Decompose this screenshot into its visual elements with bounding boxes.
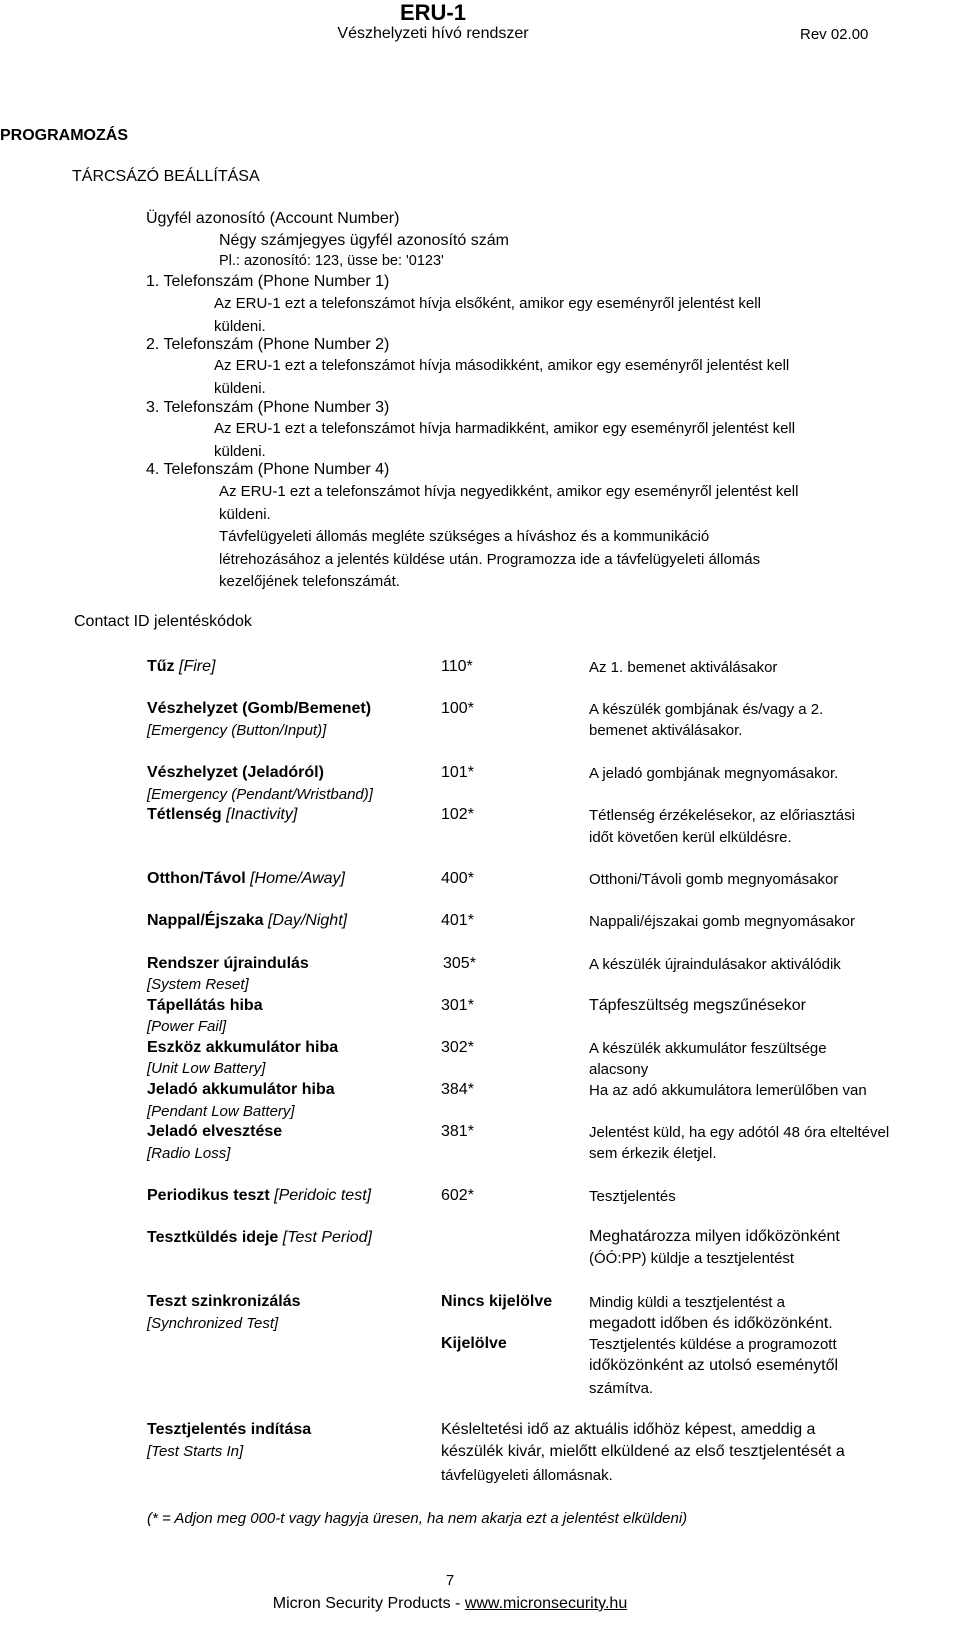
monitoring-desc-line3: kezelőjének telefonszámát.	[219, 573, 400, 590]
phone3-heading: 3. Telefonszám (Phone Number 3)	[146, 399, 390, 416]
setting-desc-test-start-line2: készülék kivár, mielőtt elküldené az első tesztjelentését a	[441, 1443, 845, 1460]
code-name-inactivity: Tétlenség [Inactivity]	[147, 806, 298, 823]
section-subtitle: TÁRCSÁZÓ BEÁLLÍTÁSA	[72, 168, 260, 185]
sync-test-option2-desc-line2: időközönként az utolsó eseménytől	[589, 1357, 839, 1374]
code-desc-radio-loss-line1: Jelentést küld, ha egy adótól 48 óra elteltével	[589, 1124, 890, 1141]
code-desc-inactivity-line1: Tétlenség érzékelésekor, az előriasztási	[589, 807, 855, 824]
code-name-radio-loss: Jeladó elvesztése	[147, 1123, 283, 1140]
account-number-desc: Négy számjegyes ügyfél azonosító szám	[219, 232, 509, 249]
code-desc-inactivity-line2: időt követően kerül elküldésre.	[589, 829, 792, 846]
document-subtitle: Vészhelyzeti hívó rendszer	[337, 25, 529, 42]
revision-label: Rev 02.00	[800, 26, 869, 43]
footer-website-link[interactable]: www.micronsecurity.hu	[464, 1595, 628, 1612]
code-desc-day-night: Nappali/éjszakai gomb megnyomásakor	[589, 913, 855, 930]
document-title: ERU-1	[399, 0, 466, 25]
code-desc-unit-low-battery-line1: A készülék akkumulátor feszültsége	[589, 1040, 827, 1057]
code-name-fire: Tűz [Fire]	[147, 658, 216, 675]
code-name-system-reset: Rendszer újraindulás	[147, 955, 309, 972]
code-value-fire: 110*	[441, 658, 473, 675]
phone2-heading: 2. Telefonszám (Phone Number 2)	[146, 336, 390, 353]
footer-company: Micron Security Products -	[272, 1595, 461, 1612]
code-desc-fire: Az 1. bemenet aktiválásakor	[589, 659, 778, 676]
phone4-desc-line1: Az ERU-1 ezt a telefonszámot hívja negyedikként, amikor egy eseményről jelentést kell	[219, 483, 799, 500]
code-name-emergency-button: Vészhelyzet (Gomb/Bemenet)	[147, 700, 372, 717]
code-name-home-away: Otthon/Távol [Home/Away]	[147, 870, 345, 887]
phone4-desc-line2: küldeni.	[219, 506, 271, 523]
code-value-emergency-pendant: 101*	[441, 764, 474, 781]
setting-desc-test-start-line3: távfelügyeleti állomásnak.	[441, 1467, 613, 1484]
code-value-periodic-test: 602*	[441, 1187, 474, 1204]
account-number-heading: Ügyfél azonosító (Account Number)	[146, 210, 400, 227]
code-desc-pendant-low-battery: Ha az adó akkumulátora lemerülőben van	[589, 1082, 867, 1099]
setting-name-sync-test: Teszt szinkronizálás	[147, 1293, 301, 1310]
code-value-day-night: 401*	[441, 912, 474, 929]
sync-test-option1-desc-line1: Mindig küldi a tesztjelentést a	[589, 1294, 785, 1311]
phone1-desc-line1: Az ERU-1 ezt a telefonszámot hívja elsőként, amikor egy eseményről jelentést kell	[214, 295, 761, 312]
code-en-pendant-low-battery: [Pendant Low Battery]	[147, 1103, 295, 1120]
code-name-pendant-low-battery: Jeladó akkumulátor hiba	[147, 1081, 335, 1098]
monitoring-desc-line2: létrehozásához a jelentés küldése után. Programozza ide a távfelügyeleti állomás	[219, 551, 761, 568]
setting-name-test-period: Tesztküldés ideje [Test Period]	[147, 1229, 372, 1246]
code-en-emergency-button: [Emergency (Button/Input)]	[147, 722, 327, 739]
code-value-inactivity: 102*	[441, 806, 474, 823]
code-value-pendant-low-battery: 384*	[441, 1081, 474, 1098]
phone2-desc-line2: küldeni.	[214, 380, 266, 397]
code-desc-emergency-button-line1: A készülék gombjának és/vagy a 2.	[589, 701, 824, 718]
setting-name-test-start: Tesztjelentés indítása	[147, 1421, 312, 1438]
account-number-example: Pl.: azonosító: 123, üsse be: '0123'	[219, 253, 444, 269]
footer-line	[0, 1595, 900, 1613]
setting-en-sync-test: [Synchronized Test]	[147, 1315, 279, 1332]
code-desc-periodic-test: Tesztjelentés	[589, 1188, 676, 1205]
sync-test-option-checked: Kijelölve	[441, 1335, 507, 1352]
contact-id-heading: Contact ID jelentéskódok	[74, 613, 252, 630]
code-desc-system-reset: A készülék újraindulásakor aktiválódik	[589, 956, 841, 973]
sync-test-option2-desc-line1: Tesztjelentés küldése a programozott	[589, 1336, 837, 1353]
code-value-home-away: 400*	[441, 870, 474, 887]
phone2-desc-line1: Az ERU-1 ezt a telefonszámot hívja másodikként, amikor egy eseményről jelentést kell	[214, 357, 790, 374]
code-name-unit-low-battery: Eszköz akkumulátor hiba	[147, 1039, 339, 1056]
phone3-desc-line1: Az ERU-1 ezt a telefonszámot hívja harmadikként, amikor egy eseményről jelentést kell	[214, 420, 796, 437]
code-value-emergency-button: 100*	[441, 700, 474, 717]
code-name-day-night: Nappal/Éjszaka [Day/Night]	[147, 912, 348, 929]
setting-desc-test-start-line1: Késleltetési idő az aktuális időhöz képest, ameddig a	[441, 1421, 816, 1438]
sync-test-option2-desc-line3: számítva.	[589, 1380, 654, 1397]
setting-en-test-start: [Test Starts In]	[147, 1443, 244, 1460]
section-title: PROGRAMOZÁS	[0, 127, 128, 144]
code-en-unit-low-battery: [Unit Low Battery]	[147, 1060, 266, 1077]
code-desc-emergency-button-line2: bemenet aktiválásakor.	[589, 722, 743, 739]
code-en-radio-loss: [Radio Loss]	[147, 1145, 231, 1162]
page-number: 7	[445, 1572, 455, 1589]
phone1-heading: 1. Telefonszám (Phone Number 1)	[146, 273, 390, 290]
setting-desc-test-period-line1: Meghatározza milyen időközönként	[589, 1228, 840, 1245]
phone4-heading: 4. Telefonszám (Phone Number 4)	[146, 461, 390, 478]
sync-test-option-unchecked: Nincs kijelölve	[441, 1293, 553, 1310]
sync-test-option1-desc-line2: megadott időben és időközönként.	[589, 1315, 833, 1332]
code-name-power-fail: Tápellátás hiba	[147, 997, 263, 1014]
code-value-system-reset: 305*	[443, 955, 476, 972]
phone3-desc-line2: küldeni.	[214, 443, 266, 460]
monitoring-desc-line1: Távfelügyeleti állomás megléte szükséges a híváshoz és a kommunikáció	[219, 528, 710, 545]
code-value-radio-loss: 381*	[441, 1123, 474, 1140]
code-en-system-reset: [System Reset]	[147, 976, 249, 993]
code-value-power-fail: 301*	[441, 997, 474, 1014]
phone1-desc-line2: küldeni.	[214, 318, 266, 335]
code-desc-emergency-pendant: A jeladó gombjának megnyomásakor.	[589, 765, 839, 782]
code-desc-unit-low-battery-line2: alacsony	[589, 1061, 649, 1078]
footnote: (* = Adjon meg 000-t vagy hagyja üresen, ha nem akarja ezt a jelentést elküldeni)	[147, 1510, 688, 1527]
code-desc-power-fail: Tápfeszültség megszűnésekor	[589, 997, 806, 1014]
code-value-unit-low-battery: 302*	[441, 1039, 474, 1056]
code-name-emergency-pendant: Vészhelyzet (Jeladóról)	[147, 764, 324, 781]
setting-desc-test-period-line2: (ÓÓ:PP) küldje a tesztjelentést	[589, 1250, 795, 1267]
code-en-emergency-pendant: [Emergency (Pendant/Wristband)]	[147, 786, 373, 803]
code-desc-home-away: Otthoni/Távoli gomb megnyomásakor	[589, 871, 839, 888]
code-desc-radio-loss-line2: sem érkezik életjel.	[589, 1145, 717, 1162]
code-name-periodic-test: Periodikus teszt [Peridoic test]	[147, 1187, 372, 1204]
code-en-power-fail: [Power Fail]	[147, 1018, 227, 1035]
